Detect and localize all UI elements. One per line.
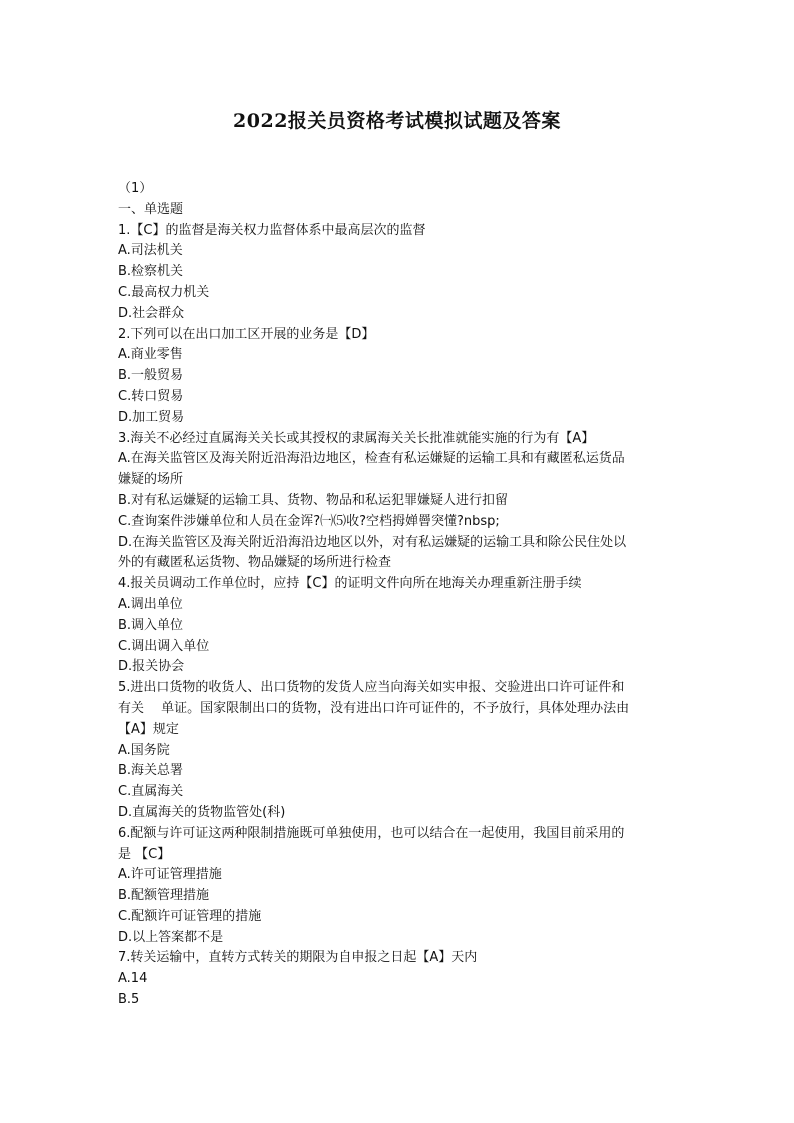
text-line: A.在海关监管区及海关附近沿海沿边地区，检查有私运嫌疑的运输工具和有藏匿私运货品 — [118, 451, 625, 467]
text-line: C.最高权力机关 — [118, 284, 210, 300]
text-line: B.检察机关 — [118, 264, 184, 280]
text-line: C.直属海关 — [118, 784, 184, 800]
text-line: 2.下列可以在出口加工区开展的业务是【D】 — [118, 326, 375, 342]
text-line: C.查询案件涉嫌单位和人员在金诨?㈠⑸收?空档拇婵罾突懂?nbsp; — [118, 513, 500, 529]
text-line: D.直属海关的货物监管处(科) — [118, 804, 286, 820]
text-line: A.国务院 — [118, 742, 170, 758]
text-line: C.转口贸易 — [118, 388, 184, 404]
text-line: 有关 单证。国家限制出口的货物，没有进出口许可证件的，不予放行，具体处理办法由 — [118, 700, 630, 716]
text-line: A.调出单位 — [118, 596, 183, 612]
text-line: 4.报关员调动工作单位时，应持【C】的证明文件向所在地海关办理重新注册手续 — [118, 576, 582, 592]
text-line: B.海关总署 — [118, 763, 184, 779]
text-line: A.许可证管理措施 — [118, 867, 222, 883]
text-line: D.在海关监管区及海关附近沿海沿边地区以外，对有私运嫌疑的运输工具和除公民住处以 — [118, 534, 627, 550]
text-line: 是 【C】 — [118, 846, 171, 862]
text-line: A.司法机关 — [118, 243, 183, 259]
text-line: D.以上答案都不是 — [118, 929, 224, 945]
text-line: 5.进出口货物的收货人、出口货物的发货人应当向海关如实申报、交验进出口许可证件和 — [118, 680, 625, 696]
text-line: B.一般贸易 — [118, 368, 184, 384]
text-line: B.调入单位 — [118, 617, 184, 633]
text-line: D.报关协会 — [118, 659, 185, 675]
text-line: （1） — [118, 181, 153, 196]
text-line: A.商业零售 — [118, 347, 183, 363]
text-line: 6.配额与许可证这两种限制措施既可单独使用，也可以结合在一起使用，我国目前采用的 — [118, 825, 625, 841]
text-line: B.5 — [118, 992, 140, 1008]
text-line: 一、单选题 — [118, 201, 184, 217]
text-line: 外的有藏匿私运货物、物品嫌疑的场所进行检查 — [118, 555, 392, 571]
text-line: A.14 — [118, 971, 148, 987]
text-line: 3.海关不必经过直属海关关长或其授权的隶属海关关长批准就能实施的行为有【A】 — [118, 430, 595, 446]
text-line: B.对有私运嫌疑的运输工具、货物、物品和私运犯罪嫌疑人进行扣留 — [118, 492, 509, 508]
text-line: 7.转关运输中，直转方式转关的期限为自申报之日起【A】天内 — [118, 950, 478, 966]
text-line: 嫌疑的场所 — [118, 472, 184, 488]
text-line: C.调出调入单位 — [118, 638, 210, 654]
text-line: 【A】规定 — [118, 721, 179, 737]
document-body — [118, 179, 678, 1011]
document-title: 2022报关员资格考试模拟试题及答案 — [233, 110, 561, 132]
text-line: C.配额许可证管理的措施 — [118, 908, 262, 924]
text-line: 1.【C】的监督是海关权力监督体系中最高层次的监督 — [118, 222, 426, 238]
text-line: D.加工贸易 — [118, 409, 185, 425]
text-line: B.配额管理措施 — [118, 888, 210, 904]
text-line: D.社会群众 — [118, 305, 185, 321]
